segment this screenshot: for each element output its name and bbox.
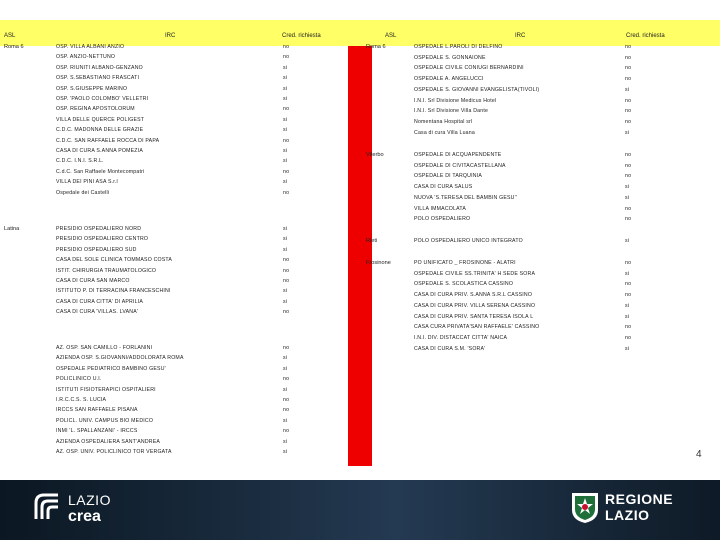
lazio-crea-word-1: LAZIO — [68, 492, 111, 508]
table-row-cred: no — [625, 65, 632, 72]
table-row-cred: si — [283, 386, 288, 393]
table-row-cred: no — [283, 407, 290, 414]
table-row-irc: CASA DI CURA S.M. 'SORA' — [414, 345, 486, 352]
table-row-irc: OSPEDALE S. GIOVANNI EVANGELISTA(TIVOLI) — [414, 86, 540, 93]
table-row-cred: no — [625, 152, 632, 158]
table-row-cred: si — [625, 184, 630, 191]
table-row-irc: PRESIDIO OSPEDALIERO CENTRO — [56, 236, 149, 243]
table-row-irc: C.d.C. San Raffaele Montecompatri — [56, 168, 145, 175]
table-row-irc: OSP. S.SEBASTIANO FRASCATI — [56, 75, 140, 82]
table-row-cred: si — [283, 85, 288, 92]
table-row-cred: no — [625, 292, 632, 299]
table-row-irc: I.N.I. Srl Divisione Villa Dante — [414, 108, 489, 115]
table-row-irc: OSPEDALE PEDIATRICO BAMBINO GESU' — [56, 365, 166, 372]
table-row-cred: si — [283, 179, 288, 186]
table-row-cred: si — [283, 158, 288, 165]
table-row-irc: Nomentana Hospital srl — [414, 118, 473, 125]
table-row-cred: si — [625, 302, 630, 309]
table-row-cred: si — [283, 355, 288, 362]
table-row-irc: IRCCS SAN RAFFAELE PISANA — [56, 407, 138, 414]
table-row-cred: no — [283, 54, 290, 61]
table-row-cred: si — [283, 116, 288, 123]
table-row-irc: POLICLINICO U.I. — [56, 376, 102, 383]
table-row-cred: no — [283, 189, 290, 196]
asl-label: Frosinone — [366, 260, 391, 266]
table-row-cred: si — [625, 313, 630, 320]
regione-lazio-word-1: REGIONE — [605, 491, 674, 507]
table-row-irc: OSP. 'PAOLO COLOMBO' VELLETRI — [56, 96, 149, 102]
table-row-irc: CASA DI CURA SAN MARCO — [56, 278, 130, 284]
table-row-irc: POLO OSPEDALIERO — [414, 216, 471, 223]
table-row-irc: CASA DI CURA CITTA' DI APRILIA — [56, 298, 144, 305]
table-row-irc: OSPEDALE S. GONNAIONE — [414, 54, 486, 61]
table-row-cred: si — [625, 238, 630, 244]
table-row-irc: OSPEDALE DI TARQUINIA — [414, 173, 483, 180]
table-row-cred: no — [283, 278, 290, 284]
table-row-irc: Casa di cura Villa Luana — [414, 129, 475, 136]
table-row-cred: no — [283, 345, 290, 351]
table-row-cred: no — [625, 54, 632, 61]
header-irc-left: IRC — [165, 33, 176, 39]
table-row-cred: si — [283, 127, 288, 134]
table-row-irc: OSPEDALE S. SCOLASTICA CASSINO — [414, 281, 514, 288]
table-row-irc: OSPEDALE A. ANGELUCCI — [414, 76, 484, 83]
table-row-cred: si — [625, 194, 630, 201]
table-row-irc: ISTITUTO P. DI TERRACINA FRANCESCHINI — [56, 288, 171, 295]
table-row-cred: no — [283, 376, 290, 383]
table-row-irc: POLO OSPEDALIERO UNICO INTEGRATO — [414, 238, 523, 244]
table-row-irc: C.D.C. SAN RAFFAELE ROCCA DI PAPA — [56, 137, 160, 144]
table-row-irc: OSPEDALE CIVILE SS.TRINITA' H SEDE SORA — [414, 270, 536, 277]
table-row-irc: NUOVA 'S.TERESA DEL BAMBIN GESU'' — [414, 194, 517, 201]
table-row-cred: si — [625, 86, 630, 93]
table-row-cred: no — [283, 257, 290, 264]
table-row-irc: ISTITUTI FISIOTERAPICI OSPITALIERI — [56, 386, 156, 393]
table-row-cred: no — [283, 137, 290, 144]
table-row-irc: I.R.C.C.S. S. LUCIA — [56, 397, 107, 403]
table-row-cred: no — [283, 428, 290, 435]
table-row-irc: I.N.I. DIV. DISTACCAT CITTA' NAICA — [414, 334, 508, 341]
table-row-irc: CASA DI CURA PRIV. VILLA SERENA CASSINO — [414, 302, 536, 309]
table-row-irc: PRESIDIO OSPEDALIERO NORD — [56, 226, 142, 232]
table-row-cred: si — [283, 438, 288, 445]
table-row-cred: si — [283, 365, 288, 372]
column-separator — [348, 46, 372, 466]
table-row-irc: CASA DI CURA PRIV. S.ANNA S.R.L CASSINO — [414, 292, 533, 299]
asl-label: Rieti — [366, 238, 378, 244]
table-row-cred: no — [283, 106, 290, 113]
table-row-cred: no — [283, 397, 290, 403]
table-row-irc: Ospedale dei Castelli — [56, 189, 110, 196]
table-row-irc: PRESIDIO OSPEDALIERO SUD — [56, 246, 137, 253]
table-row-irc: PO UNIFICATO _ FROSINONE - ALATRI — [414, 260, 516, 266]
table-row-irc: AZIENDA OSP. S.GIOVANNI/ADDOLORATA ROMA — [56, 355, 184, 362]
table-row-irc: CASA DI CURA PRIV. SANTA TERESA ISOLA L — [414, 313, 534, 320]
table-row-cred: no — [625, 281, 632, 288]
table-row-irc: AZIENDA OSPEDALIERA SANT'ANDREA — [56, 438, 161, 445]
table-row-irc: OSP. VILLA ALBANI ANZIO — [56, 44, 125, 50]
table-row-irc: C.D.C. MADONNA DELLE GRAZIE — [56, 127, 144, 134]
table-row-irc: C.D.C. I.N.I. S.R.L. — [56, 158, 104, 165]
table-row-irc: CASA DI CURA 'VILLAS. LVANA' — [56, 309, 139, 316]
table-row-cred: si — [283, 148, 288, 154]
table-row-irc: VILLA IMMACOLATA — [414, 205, 467, 212]
table-row-irc: OSP. REGINA APOSTOLORUM — [56, 106, 135, 113]
table-row-cred: si — [283, 417, 288, 424]
table-header — [0, 20, 720, 46]
table-row-irc: CASA DEL SOLE CLINICA TOMMASO COSTA — [56, 257, 173, 264]
table-row-irc: INMI 'L. SPALLANZANI' - IRCCS — [56, 428, 138, 435]
table-row-cred: si — [283, 96, 288, 102]
table-row-cred: si — [283, 288, 288, 295]
table-row-cred: no — [625, 324, 632, 331]
asl-label: Viterbo — [366, 152, 384, 158]
table-row-cred: si — [283, 449, 288, 455]
table-row-irc: VILLA DELLE QUERCE POLIGEST — [56, 116, 145, 123]
table-row-cred: si — [625, 345, 630, 352]
header-asl-left: ASL — [4, 33, 16, 39]
table-row-cred: no — [625, 205, 632, 212]
table-row-irc: AZ. OSP. UNIV. POLICLINICO TOR VERGATA — [56, 449, 172, 455]
lazio-crea-logo-icon — [30, 491, 64, 525]
table-row-cred: si — [625, 270, 630, 277]
table-row-irc: OSPEDALE DI ACQUAPENDENTE — [414, 152, 502, 158]
table-row-irc: ISTIT. CHIRURGIA TRAUMATOLOGICO — [56, 267, 157, 274]
table-row-cred: si — [283, 226, 288, 232]
table-row-cred: si — [283, 64, 288, 71]
table-row-cred: no — [625, 118, 632, 125]
table-row-cred: no — [283, 267, 290, 274]
table-row-irc: VILLA DEI PINI ASA S.r.l — [56, 179, 118, 186]
table-row-cred: no — [283, 44, 290, 50]
page-number: 4 — [696, 449, 702, 460]
table-row-cred: no — [283, 168, 290, 175]
asl-label: Latina — [4, 226, 20, 232]
table-row-cred: si — [283, 298, 288, 305]
table-row-irc: CASA DI CURA S.ANNA POMEZIA — [56, 148, 143, 154]
table-row-cred: si — [283, 75, 288, 82]
table-row-irc: OSP. ANZIO-NETTUNO — [56, 54, 116, 61]
header-asl-right: ASL — [385, 33, 397, 39]
header-cred-right: Cred. richiesta — [626, 33, 665, 39]
table-row-irc: I.N.I. Srl Divisione Medicus Hotel — [414, 97, 497, 104]
table-row-cred: no — [625, 97, 632, 104]
regione-lazio-word-2: LAZIO — [605, 507, 650, 523]
table-row-cred: si — [283, 236, 288, 243]
table-row-irc: OSP. S.GIUSEPPE MARINO — [56, 85, 128, 92]
table-row-cred: no — [625, 44, 632, 50]
table-row-irc: AZ. OSP. SAN CAMILLO - FORLANINI — [56, 345, 153, 351]
table-row-irc: OSPEDALE L.PAROLI DI DELFINO — [414, 44, 503, 50]
regione-lazio-emblem-icon — [570, 490, 600, 524]
table-row-cred: no — [625, 216, 632, 223]
table-row-irc: OSP. RIUNITI ALBANO-GENZANO — [56, 64, 143, 71]
table-row-irc: CASA CURA PRIVATA'SAN RAFFAELE' CASSINO — [414, 324, 540, 331]
table-row-irc: OSPEDALE DI CIVITACASTELLANA — [414, 162, 506, 169]
table-row-cred: si — [625, 129, 630, 136]
table-row-cred: no — [625, 334, 632, 341]
table-row-cred: no — [625, 173, 632, 180]
asl-label: Roma 6 — [366, 44, 386, 50]
table-row-irc: POLICL. UNIV. CAMPUS BIO MEDICO — [56, 417, 154, 424]
header-irc-right: IRC — [515, 33, 526, 39]
table-row-irc: CASA DI CURA SALUS — [414, 184, 473, 191]
table-row-cred: no — [625, 260, 632, 266]
table-row-cred: no — [625, 76, 632, 83]
lazio-crea-word-2: crea — [68, 508, 101, 525]
header-cred-left: Cred. richiesta — [282, 33, 321, 39]
table-row-cred: si — [283, 246, 288, 253]
table-row-cred: no — [283, 309, 290, 316]
table-row-cred: no — [625, 108, 632, 115]
asl-label: Roma 6 — [4, 44, 24, 50]
table-row-cred: no — [625, 162, 632, 169]
table-row-irc: OSPEDALE CIVILE CONIUGI BERNARDINI — [414, 65, 524, 72]
